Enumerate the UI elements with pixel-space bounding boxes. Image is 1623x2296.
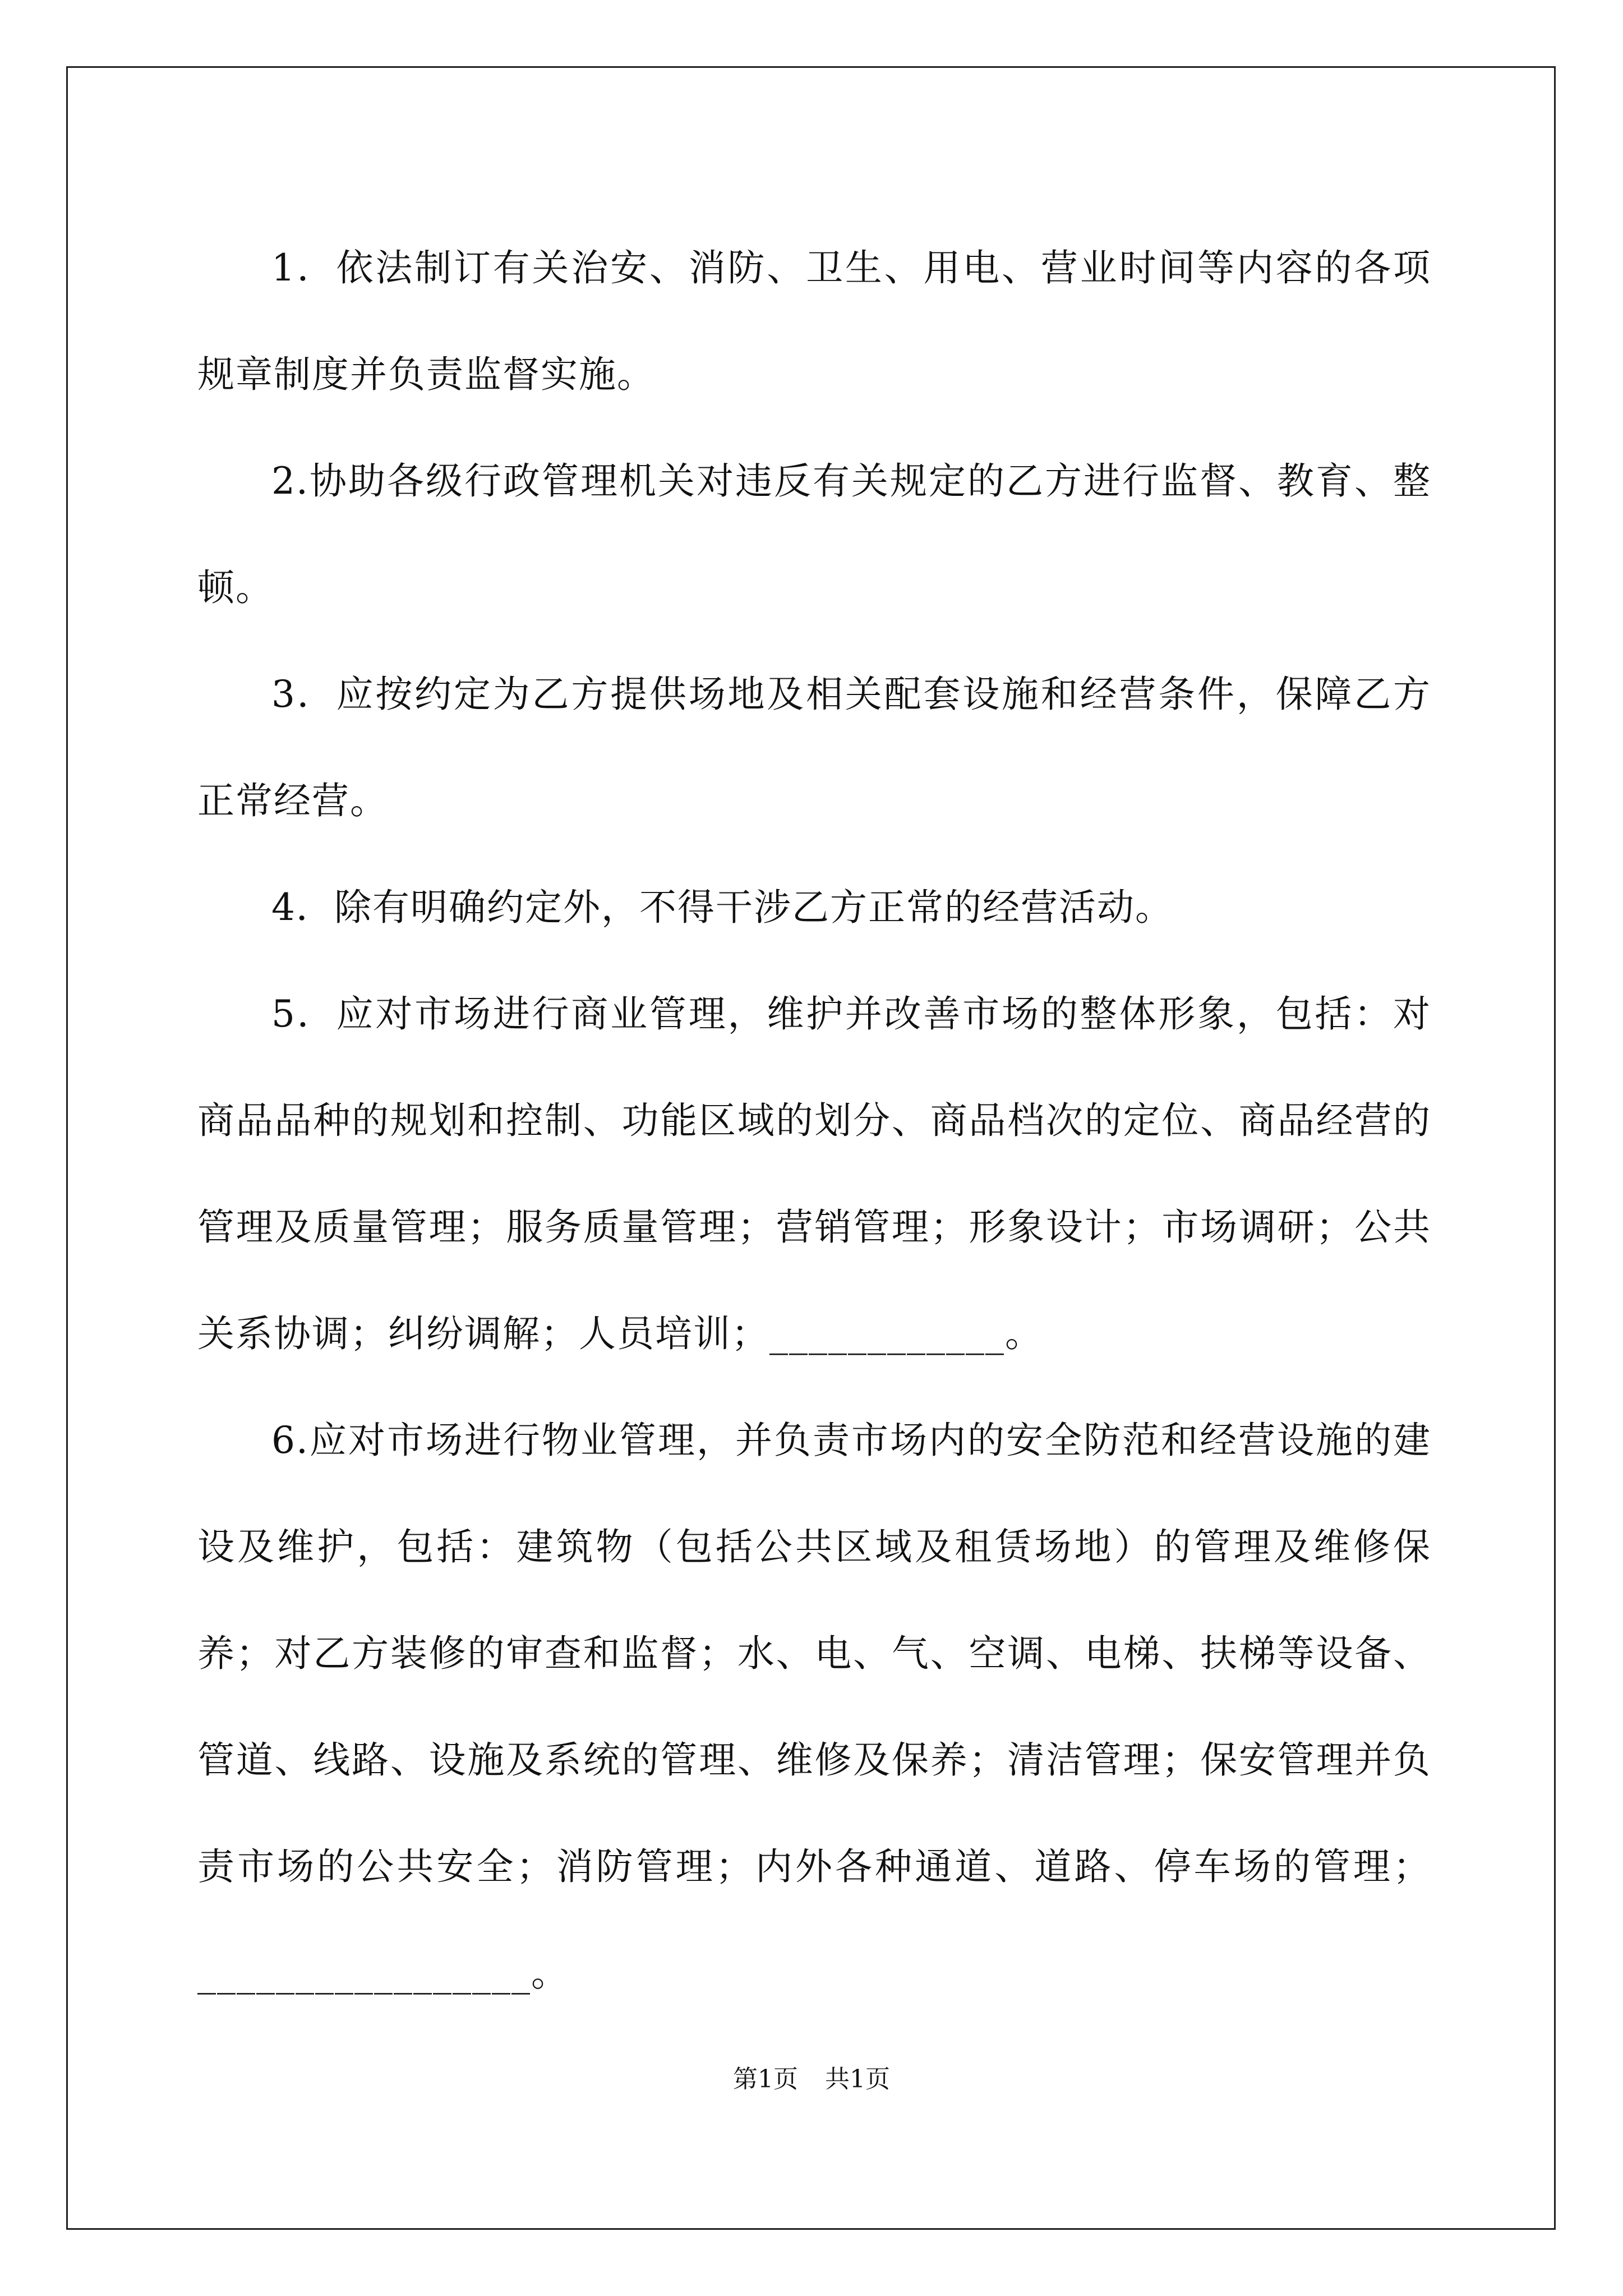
clause-5: 5．应对市场进行商业管理，维护并改善市场的整体形象，包括：对商品品种的规划和控制、功能区域的划分、商品档次的定位、商品经营的管理及质量管理；服务质量管理；营销管理；形象设计；市场调研；公共关系协调；纠纷调解；人员培训；____________。 [197,992,1431,1355]
page-number: 第1页 [733,2065,798,2093]
clause-1: 1．依法制订有关治安、消防、卫生、用电、营业时间等内容的各项规章制度并负责监督实施。 [197,246,1431,396]
page-count: 共1页 [825,2065,890,2093]
document-body [197,215,1431,2027]
clause-6: 6.应对市场进行物业管理，并负责市场内的安全防范和经营设施的建设及维护，包括：建筑物（包括公共区域及租赁场地）的管理及维修保养；对乙方装修的审查和监督；水、电、气、空调、电梯、扶梯等设备、管道、线路、设施及系统的管理、维修及保养；清洁管理；保安管理并负责市场的公共安全；消防管理；内外各种通道、道路、停车场的管理；_________________。 [197,1419,1431,1995]
page-footer [0,2059,1623,2095]
clause-4: 4．除有明确约定外，不得干涉乙方正常的经营活动。 [271,886,1173,929]
clause-2: 2.协助各级行政管理机关对违反有关规定的乙方进行监督、教育、整顿。 [197,459,1431,609]
clause-3: 3．应按约定为乙方提供场地及相关配套设施和经营条件，保障乙方正常经营。 [197,673,1431,822]
